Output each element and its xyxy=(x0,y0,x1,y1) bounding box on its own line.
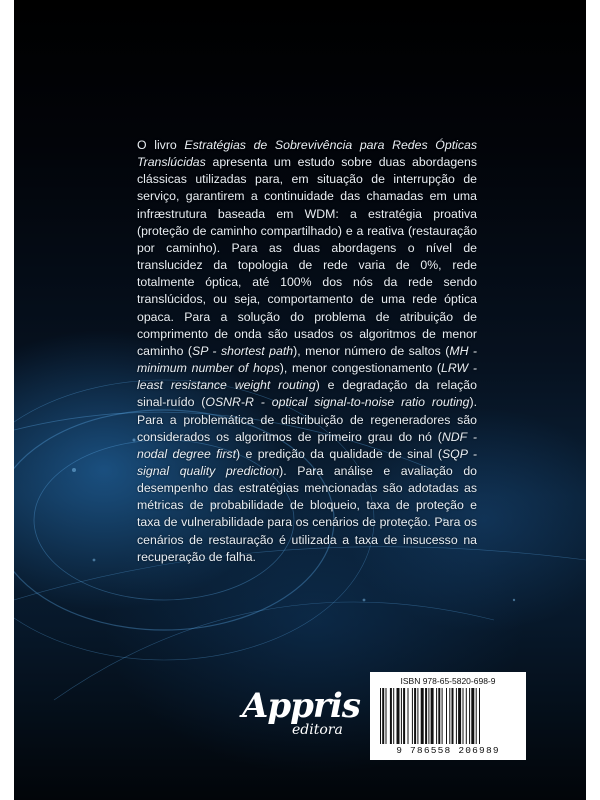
isbn-label: ISBN 978-65-5820-698-9 xyxy=(400,676,496,686)
publisher-name: Appris xyxy=(242,686,360,726)
back-cover xyxy=(14,0,586,800)
barcode-digits: 9 786558 206989 xyxy=(396,745,500,756)
publisher-subtitle: editora xyxy=(292,722,343,738)
barcode-box xyxy=(370,672,526,760)
publisher-logo xyxy=(236,686,360,744)
barcode-bars xyxy=(380,688,516,744)
synopsis-text: O livro Estratégias de Sobrevivência para Redes Ópticas Translúcidas apresenta um estudo sobre duas abordagens clássicas utilizadas para, em situação de interrupção de serviço, garantirem a continuidade das chamadas em uma infræstrutura baseada em WDM: a estratégia proativa (proteção de caminho compartilhado) e a reativa (restauração por caminho). Para as duas abordagens o nível de translucidez da topologia de rede varia de 0%, rede totalmente óptica, até 100% dos nós da rede sendo translúcidos, ou seja, comportamento de uma rede óptica opaca. Para a solução do problema de atribuição de comprimento de onda são usados os algoritmos de menor caminho (SP - shortest path), menor número de saltos (MH - minimum number of hops), menor congestionamento (LRW - least resistance weight routing) e degradação da relação sinal-ruído (OSNR-R - optical signal-to-noise ratio routing). Para a problemática de distribuição de regeneradores são considerados os algoritmos de primeiro grau do nó (NDF - nodal degree first) e predição da qualidade de sinal (SQP - signal quality prediction). Para análise e avaliação do desempenho das estratégias mencionadas são adotadas as métricas de probabilidade de bloqueio, taxa de proteção e taxa de vulnerabilidade para os cenários de proteção. Para os cenários de restauração é utilizada a taxa de insucesso na recuperação de falha. xyxy=(137,138,478,564)
